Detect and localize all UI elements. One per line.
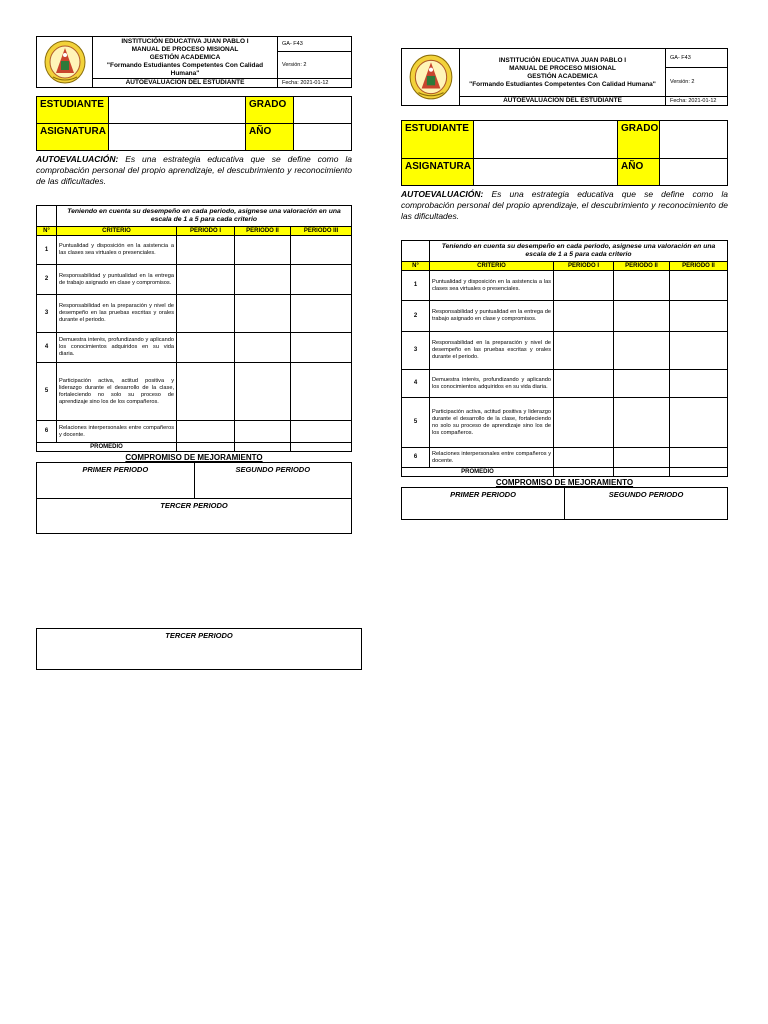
promedio-label: PROMEDIO <box>37 443 177 452</box>
header-subtitle: AUTOEVALUACIÓN DEL ESTUDIANTE <box>93 79 278 88</box>
compromiso-title: COMPROMISO DE MEJORAMIENTO <box>495 478 634 487</box>
header-subtitle: AUTOEVALUACIÓN DEL ESTUDIANTE <box>460 97 666 106</box>
form-left <box>36 36 352 534</box>
tercer-periodo-box[interactable]: TERCER PERIODO <box>37 499 352 534</box>
score-cell[interactable] <box>670 370 728 398</box>
primer-periodo-box[interactable]: PRIMER PERIODO <box>37 463 195 499</box>
score-cell[interactable] <box>670 398 728 448</box>
score-cell[interactable] <box>291 265 352 295</box>
score-cell[interactable] <box>554 448 614 468</box>
table-row: 1 Puntualidad y disposición en la asistencia a las clases sea virtuales o presenciales. <box>37 236 352 265</box>
asignatura-field[interactable] <box>109 124 246 151</box>
grado-field[interactable] <box>660 121 728 159</box>
compromiso-table <box>401 487 728 520</box>
promedio-label: PROMEDIO <box>402 468 554 477</box>
doc-code: GA- F43 <box>666 49 728 68</box>
score-cell[interactable] <box>177 295 235 333</box>
grado-field[interactable] <box>294 97 352 124</box>
logo-cell <box>402 49 460 106</box>
grado-label: GRADO <box>246 97 294 124</box>
criteria-table <box>36 205 352 452</box>
score-cell[interactable] <box>235 236 291 265</box>
score-cell[interactable] <box>291 295 352 333</box>
score-cell[interactable] <box>554 370 614 398</box>
score-cell[interactable] <box>670 448 728 468</box>
header-table <box>36 36 352 88</box>
table-row: 4 Demuestra interés, profundizando y aplicando los conocimientos adquiridos en su vida diaria. <box>37 333 352 363</box>
student-info-table <box>36 96 352 151</box>
promedio-cell[interactable] <box>554 468 614 477</box>
logo-cell <box>37 37 93 88</box>
score-cell[interactable] <box>554 271 614 301</box>
table-row: 2 Responsabilidad y puntualidad en la entrega de trabajo asignado en clase y compromisos. <box>402 301 728 332</box>
table-row: 5 Participación activa, actitud positiva y liderazgo durante el desarrollo de la clase, fortaleciendo no solo su proceso de aprendizaje sino los de los compañeros. <box>402 398 728 448</box>
score-cell[interactable] <box>670 301 728 332</box>
asignatura-field[interactable] <box>474 159 618 186</box>
table-row: 3 Responsabilidad en la preparación y nivel de desempeño en las pruebas escritas y orales durante el periodo. <box>37 295 352 333</box>
score-cell[interactable] <box>291 421 352 443</box>
school-crest-logo <box>37 39 92 85</box>
doc-version: Versión: 2 <box>666 68 728 97</box>
score-cell[interactable] <box>554 301 614 332</box>
score-cell[interactable] <box>554 332 614 370</box>
header-title: INSTITUCIÓN EDUCATIVA JUAN PABLO I MANUAL DE PROCESO MISIONAL GESTIÓN ACADEMICA "Formando Estudiantes Competentes Con Calidad Humana" <box>460 49 666 97</box>
score-cell[interactable] <box>614 448 670 468</box>
doc-date: Fecha: 2021-01-12 <box>666 97 728 106</box>
col-periodo-3: PERIODO III <box>291 227 352 236</box>
score-cell[interactable] <box>235 295 291 333</box>
col-periodo-1: PERIODO I <box>177 227 235 236</box>
col-periodo-2: PERIODO II <box>235 227 291 236</box>
col-criterio: CRITERIO <box>430 262 554 271</box>
score-cell[interactable] <box>235 333 291 363</box>
table-row: 4 Demuestra interés, profundizando y aplicando los conocimientos adquiridos en su vida diaria. <box>402 370 728 398</box>
score-cell[interactable] <box>614 370 670 398</box>
score-cell[interactable] <box>614 332 670 370</box>
school-crest-logo <box>402 53 459 101</box>
col-periodo-1: PERIODO I <box>554 262 614 271</box>
score-cell[interactable] <box>177 236 235 265</box>
col-num: N° <box>37 227 57 236</box>
autoevaluacion-paragraph: AUTOEVALUACIÓN: Es una estrategia educativa que se define como la comprobación personal del propio aprendizaje, el descubrimiento y reconocimiento de las dificultades. <box>36 154 352 186</box>
doc-date: Fecha: 2021-01-12 <box>278 79 352 88</box>
criteria-table <box>401 240 728 477</box>
col-criterio: CRITERIO <box>57 227 177 236</box>
promedio-cell[interactable] <box>291 443 352 452</box>
score-cell[interactable] <box>614 271 670 301</box>
header-table <box>401 48 728 106</box>
promedio-cell[interactable] <box>235 443 291 452</box>
asignatura-label: ASIGNATURA <box>37 124 109 151</box>
grado-label: GRADO <box>618 121 660 159</box>
promedio-cell[interactable] <box>177 443 235 452</box>
score-cell[interactable] <box>235 265 291 295</box>
score-cell[interactable] <box>235 363 291 421</box>
compromiso-title: COMPROMISO DE MEJORAMIENTO <box>125 453 263 462</box>
segundo-periodo-box[interactable]: SEGUNDO PERIODO <box>565 488 728 520</box>
table-row: 6 Relaciones interpersonales entre compañeros y docente. <box>37 421 352 443</box>
col-periodo-3: PERIODO II <box>670 262 728 271</box>
score-cell[interactable] <box>291 236 352 265</box>
table-row: 6 Relaciones interpersonales entre compañeros y docente. <box>402 448 728 468</box>
table-row: 5 Participación activa, actitud positiva y liderazgo durante el desarrollo de la clase, fortaleciendo no solo su proceso de aprendizaje sino los de los compañeros. <box>37 363 352 421</box>
anio-label: AÑO <box>246 124 294 151</box>
promedio-cell[interactable] <box>614 468 670 477</box>
score-cell[interactable] <box>291 363 352 421</box>
tercer-periodo-box[interactable] <box>36 628 362 670</box>
doc-version: Versión: 2 <box>278 52 352 79</box>
table-row: 3 Responsabilidad en la preparación y nivel de desempeño en las pruebas escritas y orales durante el periodo. <box>402 332 728 370</box>
estudiante-label: ESTUDIANTE <box>37 97 109 124</box>
score-cell[interactable] <box>291 333 352 363</box>
score-cell[interactable] <box>614 398 670 448</box>
score-cell[interactable] <box>177 333 235 363</box>
table-row: 1 Puntualidad y disposición en la asistencia a las clases sea virtuales o presenciales. <box>402 271 728 301</box>
col-num: N° <box>402 262 430 271</box>
anio-label: AÑO <box>618 159 660 186</box>
autoevaluacion-paragraph: AUTOEVALUACIÓN: Es una estrategia educativa que se define como la comprobación personal del propio aprendizaje, el descubrimiento y reconocimiento de las dificultades. <box>401 189 728 221</box>
anio-field[interactable] <box>294 124 352 151</box>
score-cell[interactable] <box>554 398 614 448</box>
doc-code: GA- F43 <box>278 37 352 52</box>
header-title: INSTITUCIÓN EDUCATIVA JUAN PABLO I MANUAL DE PROCESO MISIONAL GESTIÓN ACADEMICA "Formando Estudiantes Competentes Con Calidad Humana" <box>93 37 278 79</box>
student-info-table <box>401 120 728 186</box>
form-right <box>401 48 728 520</box>
table-row: 2 Responsabilidad y puntualidad en la entrega de trabajo asignado en clase y compromisos. <box>37 265 352 295</box>
segundo-periodo-box[interactable]: SEGUNDO PERIODO <box>194 463 352 499</box>
criteria-instruction: Teniendo en cuenta su desempeño en cada periodo, asignese una valoración en una escala de 1 a 5 para cada criterio <box>57 206 352 227</box>
score-cell[interactable] <box>177 421 235 443</box>
estudiante-field[interactable] <box>474 121 618 159</box>
anio-field[interactable] <box>660 159 728 186</box>
score-cell[interactable] <box>614 301 670 332</box>
tercer-periodo-label: TERCER PERIODO <box>165 631 233 640</box>
asignatura-label: ASIGNATURA <box>402 159 474 186</box>
col-periodo-2: PERIODO II <box>614 262 670 271</box>
score-cell[interactable] <box>177 265 235 295</box>
score-cell[interactable] <box>670 271 728 301</box>
estudiante-label: ESTUDIANTE <box>402 121 474 159</box>
score-cell[interactable] <box>235 421 291 443</box>
promedio-cell[interactable] <box>670 468 728 477</box>
score-cell[interactable] <box>670 332 728 370</box>
criteria-instruction: Teniendo en cuenta su desempeño en cada periodo, asignese una valoración en una escala de 1 a 5 para cada criterio <box>430 241 728 262</box>
compromiso-table <box>36 462 352 534</box>
estudiante-field[interactable] <box>109 97 246 124</box>
primer-periodo-box[interactable]: PRIMER PERIODO <box>402 488 565 520</box>
score-cell[interactable] <box>177 363 235 421</box>
